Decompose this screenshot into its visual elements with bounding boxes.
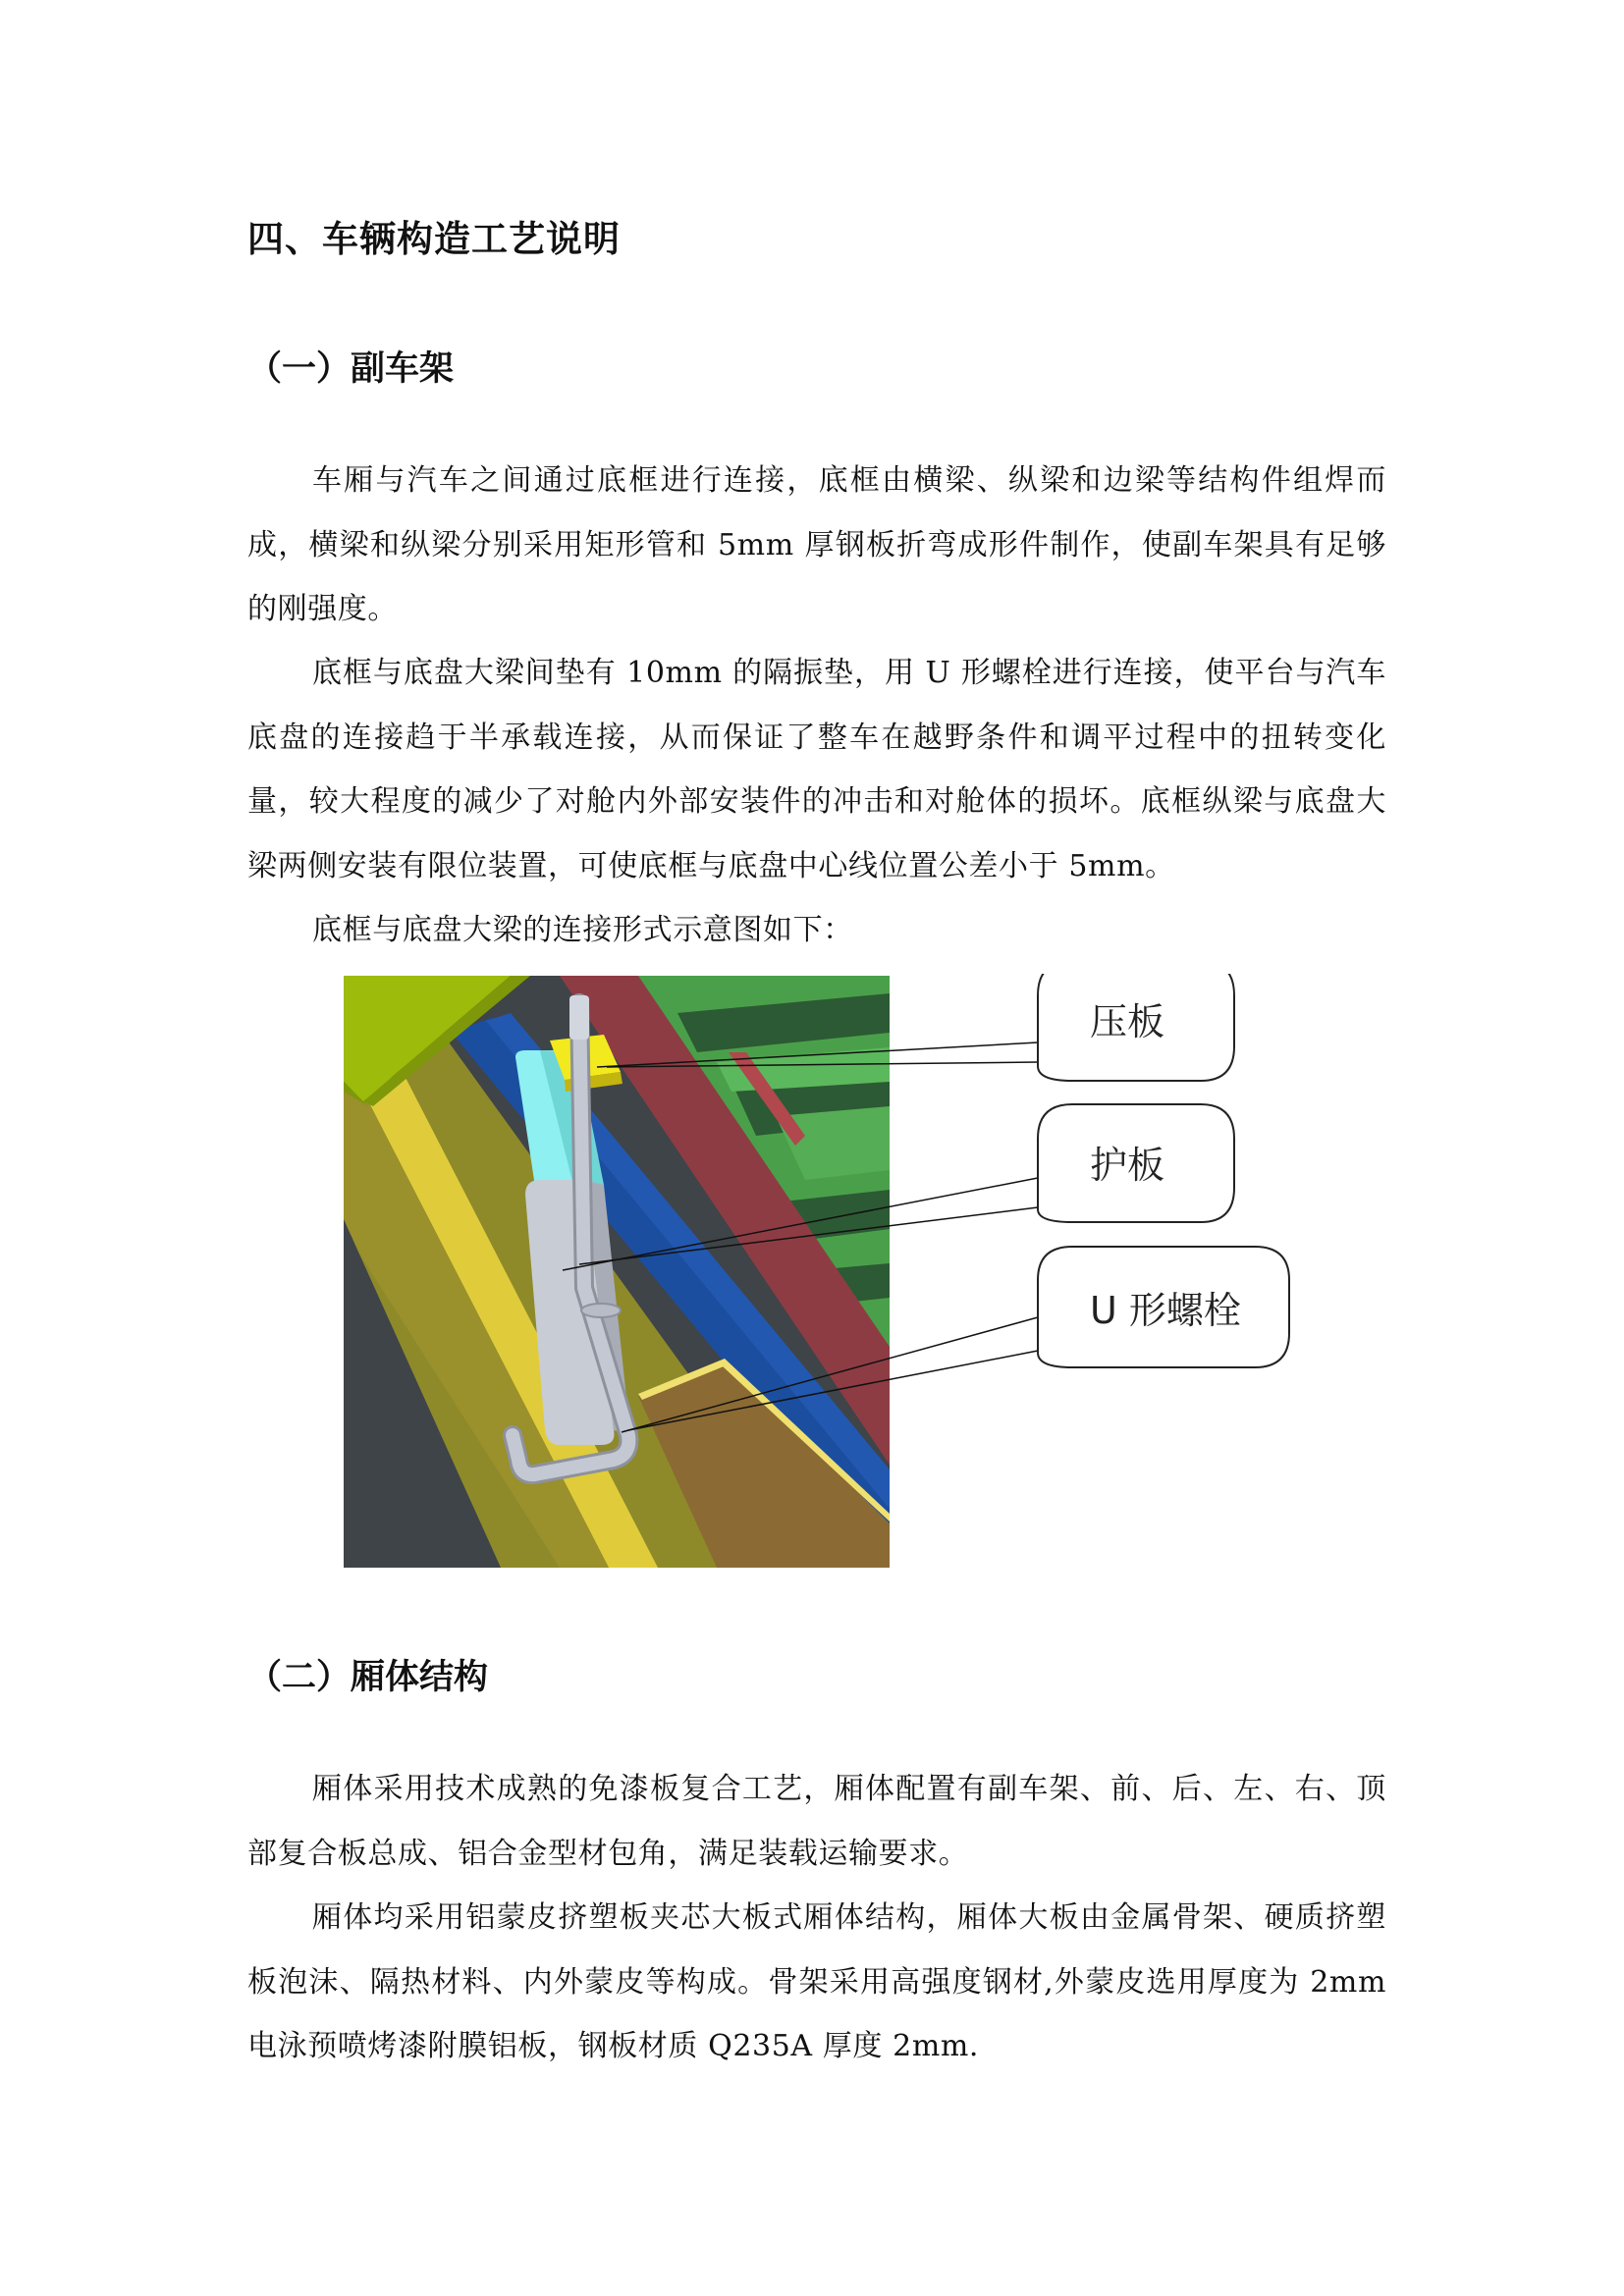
paragraph-subframe-construction: 车厢与汽车之间通过底框进行连接，底框由横梁、纵梁和边梁等结构件组焊而成，横梁和纵梁分别采用矩形管和 5mm 厚钢板折弯成形件制作，使副车架具有足够的刚强度。 — [247, 463, 1386, 626]
callout-label-guard-plate: 护板 — [1090, 1144, 1165, 1187]
subsection-title-box-structure: （二）厢体结构 — [247, 1658, 489, 1697]
callout-u-bolt — [1038, 1247, 1289, 1367]
subsection-title-subframe: （一）副车架 — [247, 349, 455, 389]
paragraph-subframe-connection: 底框与底盘大梁间垫有 10mm 的隔振垫，用 U 形螺栓进行连接，使平台与汽车底盘的连接趋于半承载连接，从而保证了整车在越野条件和调平过程中的扭转变化量，较大程度的减少了对舱内外部安装件的冲击和对舱体的损坏。底框纵梁与底盘大梁两侧安装有限位装置，可使底框与底盘中心线位置公差小于 5mm。 — [247, 656, 1386, 883]
subframe-connection-figure — [344, 974, 1326, 1573]
callout-label-clamp-plate: 压板 — [1090, 1000, 1165, 1043]
callout-guard-plate — [1038, 1104, 1234, 1222]
section-title: 四、车辆构造工艺说明 — [247, 218, 621, 260]
paragraph-figure-intro: 底框与底盘大梁的连接形式示意图如下： — [312, 913, 853, 947]
callout-clamp-plate — [1038, 974, 1234, 1081]
paragraph-box-process: 厢体采用技术成熟的免漆板复合工艺，厢体配置有副车架、前、后、左、右、顶部复合板总成、铝合金型材包角，满足装载运输要求。 — [247, 1772, 1386, 1871]
paragraph-box-materials: 厢体均采用铝蒙皮挤塑板夹芯大板式厢体结构，厢体大板由金属骨架、硬质挤塑板泡沫、隔热材料、内外蒙皮等构成。骨架采用高强度钢材,外蒙皮选用厚度为 2mm 电泳预喷烤漆附膜铝板，钢板材质 Q235A 厚度 2mm. — [247, 1900, 1386, 2063]
callout-label-u-bolt: U 形螺栓 — [1090, 1289, 1241, 1332]
